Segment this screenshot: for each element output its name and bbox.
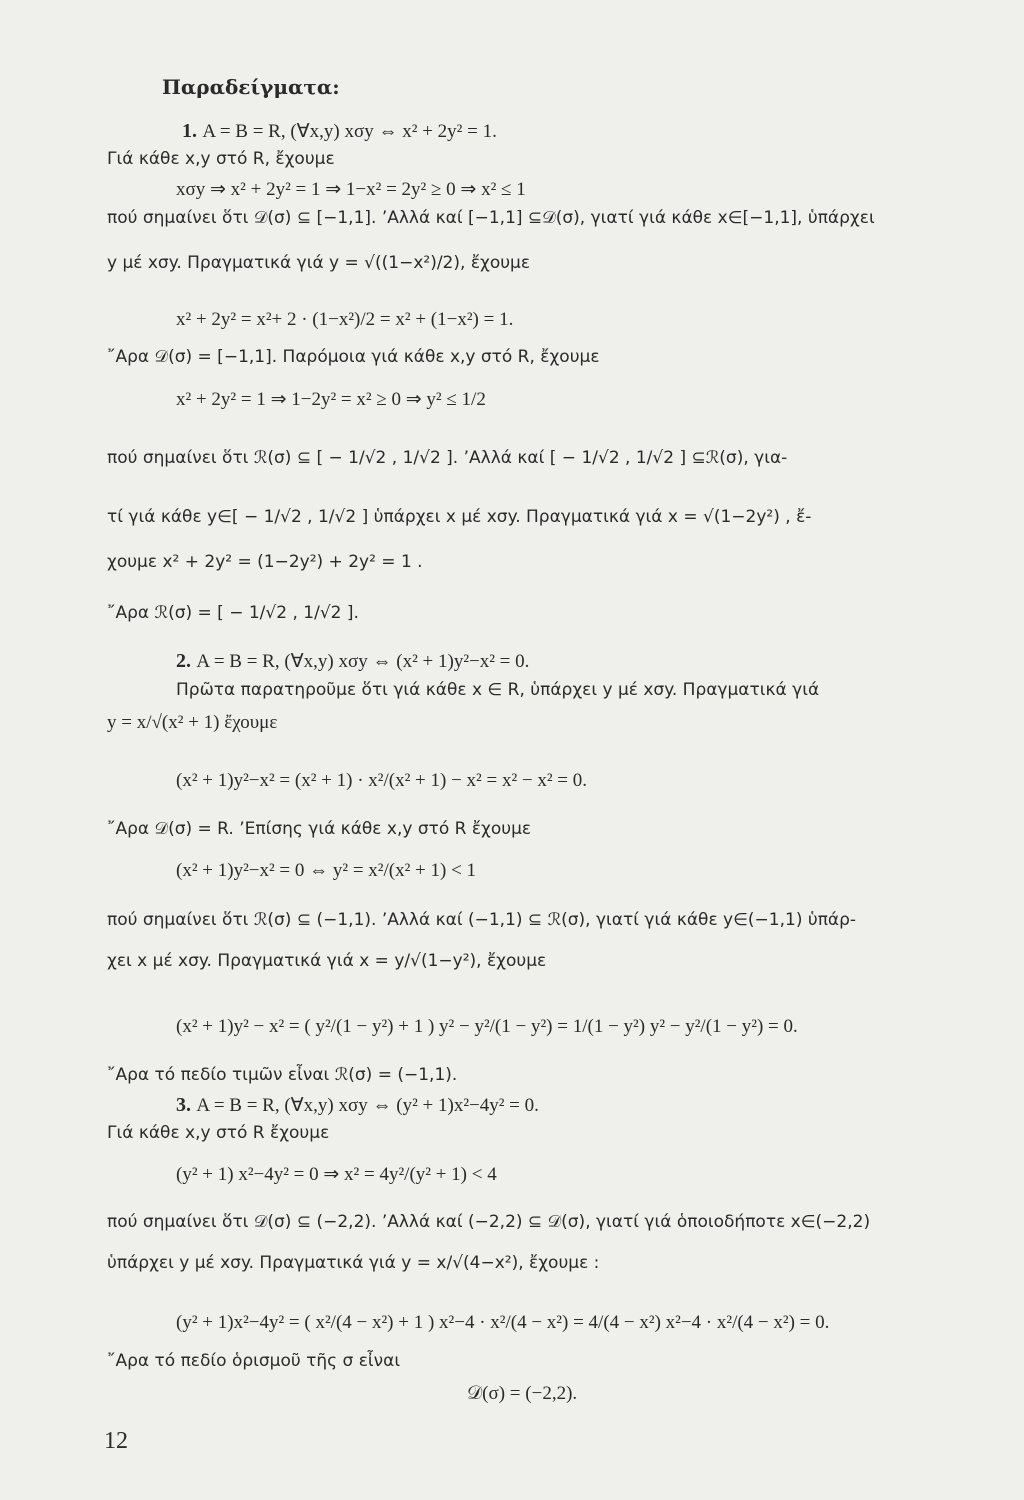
example-2-line: πού σημαίνει ὅτι ℛ(σ) ⊆ (−1,1). ’Αλλά καί (−1,1) ⊆ ℛ(σ), γιατί γιά κάθε y∈(−1,1) ὑπάρ- bbox=[107, 910, 857, 930]
example-1-line: πού σημαίνει ὅτι 𝒟(σ) ⊆ [−1,1]. ’Αλλά καί [−1,1] ⊆𝒟(σ), γιατί γιά κάθε x∈[−1,1], ὑπάρχει bbox=[107, 208, 875, 228]
example-1-header bbox=[182, 120, 497, 143]
example-1-line: Γιά κάθε x,y στό R, ἔχουμε bbox=[107, 149, 335, 169]
example-1-equation: x² + 2y² = x²+ 2 · (1−x²)/2 = x² + (1−x²) = 1. bbox=[176, 309, 514, 330]
example-3-line: ὑπάρχει y μέ xσy. Πραγματικά γιά y = x/√(4−x²), ἔχουμε : bbox=[107, 1253, 600, 1273]
example-3-equation: (y² + 1)x²−4y² = ( x²/(4 − x²) + 1 ) x²−4 · x²/(4 − x²) = 4/(4 − x²) x²−4 · x²/(4 − x²) = 0. bbox=[176, 1312, 830, 1333]
example-1-number: 1. bbox=[182, 120, 197, 142]
example-3-result: 𝒟(σ) = (−2,2). bbox=[467, 1383, 578, 1404]
example-2-line: ῎Αρα τό πεδίο τιμῶν εἶναι ℛ(σ) = (−1,1). bbox=[107, 1065, 458, 1085]
example-3-header bbox=[176, 1094, 539, 1117]
example-2-title: A = B = R, (∀x,y) xσy ⇔ (x² + 1)y²−x² = 0. bbox=[196, 651, 530, 672]
example-1-line: χουμε x² + 2y² = (1−2y²) + 2y² = 1 . bbox=[107, 552, 423, 572]
example-2-line: ῎Αρα 𝒟(σ) = R. ’Επίσης γιά κάθε x,y στό R ἔχουμε bbox=[107, 819, 532, 839]
example-3-equation: (y² + 1) x²−4y² = 0 ⇒ x² = 4y²/(y² + 1) < 4 bbox=[176, 1164, 497, 1185]
example-1-line: ῎Αρα 𝒟(σ) = [−1,1]. Παρόμοια γιά κάθε x,y στό R, ἔχουμε bbox=[107, 347, 600, 367]
example-1-title: A = B = R, (∀x,y) xσy ⇔ x² + 2y² = 1. bbox=[202, 121, 497, 142]
example-2-line: y = x/√(x² + 1) ἔχουμε bbox=[107, 712, 278, 733]
page-number: 12 bbox=[104, 1428, 128, 1454]
example-3-number: 3. bbox=[176, 1094, 191, 1116]
example-1-line: πού σημαίνει ὅτι ℛ(σ) ⊆ [ − 1/√2 , 1/√2 ]. ’Αλλά καί [ − 1/√2 , 1/√2 ] ⊆ℛ(σ), για- bbox=[107, 448, 788, 468]
example-3-title: A = B = R, (∀x,y) xσy ⇔ (y² + 1)x²−4y² = 0. bbox=[196, 1095, 539, 1116]
example-2-number: 2. bbox=[176, 650, 191, 672]
example-2-line: Πρῶτα παρατηροῦμε ὅτι γιά κάθε x ∈ R, ὑπάρχει y μέ xσy. Πραγματικά γιά bbox=[176, 680, 820, 700]
example-1-line: y μέ xσy. Πραγματικά γιά y = √((1−x²)/2), ἔχουμε bbox=[107, 253, 531, 273]
example-2-equation: (x² + 1)y² − x² = ( y²/(1 − y²) + 1 ) y² − y²/(1 − y²) = 1/(1 − y²) y² − y²/(1 − y²) = 0. bbox=[176, 1016, 798, 1037]
example-1-equation: x² + 2y² = 1 ⇒ 1−2y² = x² ≥ 0 ⇒ y² ≤ 1/2 bbox=[176, 389, 486, 410]
example-2-line: χει x μέ xσy. Πραγματικά γιά x = y/√(1−y²), ἔχουμε bbox=[107, 951, 547, 971]
example-1-line: xσy ⇒ x² + 2y² = 1 ⇒ 1−x² = 2y² ≥ 0 ⇒ x² ≤ 1 bbox=[176, 179, 526, 200]
example-2-equation: (x² + 1)y²−x² = (x² + 1) · x²/(x² + 1) − x² = x² − x² = 0. bbox=[176, 770, 588, 791]
section-heading: Παραδείγματα: bbox=[162, 75, 340, 99]
example-3-line: πού σημαίνει ὅτι 𝒟(σ) ⊆ (−2,2). ’Αλλά καί (−2,2) ⊆ 𝒟(σ), γιατί γιά ὁποιοδήποτε x∈(−2,2) bbox=[107, 1212, 871, 1232]
example-2-equation: (x² + 1)y²−x² = 0 ⇔ y² = x²/(x² + 1) < 1 bbox=[176, 860, 477, 881]
example-3-line: ῎Αρα τό πεδίο ὁρισμοῦ τῆς σ εἶναι bbox=[107, 1351, 401, 1371]
example-1-line: ῎Αρα ℛ(σ) = [ − 1/√2 , 1/√2 ]. bbox=[107, 603, 359, 623]
example-3-line: Γιά κάθε x,y στό R ἔχουμε bbox=[107, 1123, 330, 1143]
example-1-line: τί γιά κάθε y∈[ − 1/√2 , 1/√2 ] ὑπάρχει x μέ xσy. Πραγματικά γιά x = √(1−2y²) , ἔ- bbox=[107, 507, 812, 527]
example-2-header bbox=[176, 650, 529, 673]
